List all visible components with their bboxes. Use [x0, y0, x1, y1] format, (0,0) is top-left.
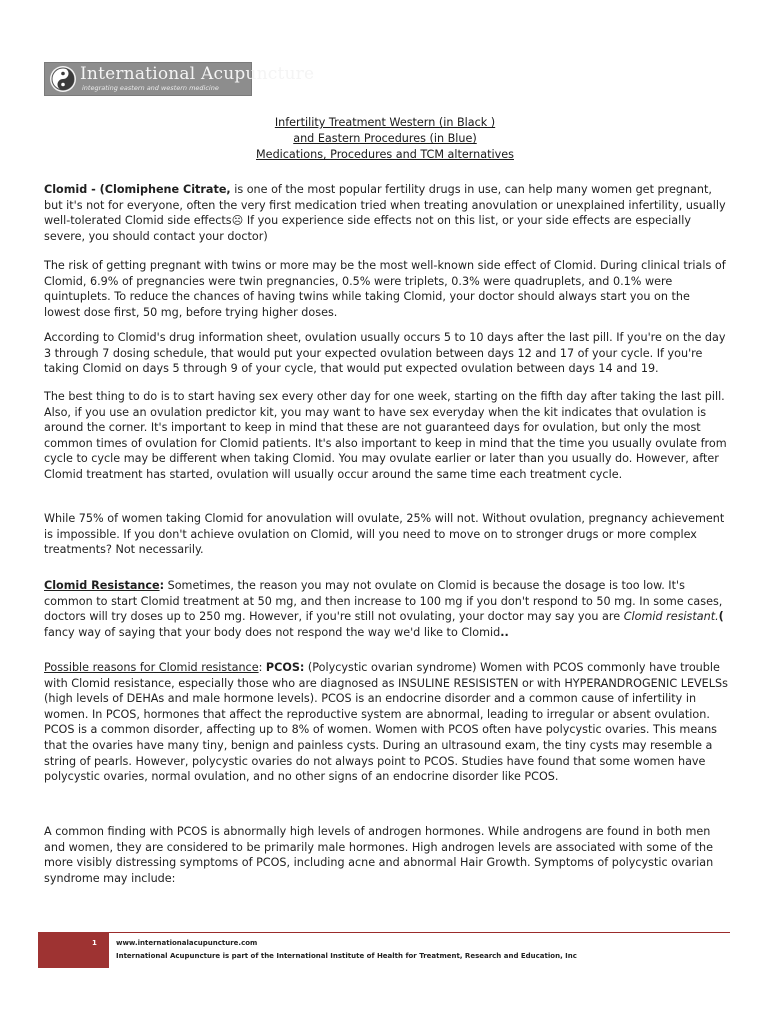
page-footer	[38, 932, 730, 968]
pcos-label: PCOS:	[265, 661, 305, 674]
title-line-1: Infertility Treatment Western (in Black )	[274, 116, 496, 129]
clomid-resistant-term: Clomid resistant.	[623, 610, 719, 624]
paragraph-clomid-resistance	[44, 578, 728, 640]
footer-website-link[interactable]: www.internationalacupuncture.com	[116, 939, 258, 947]
logo-name: International Acupuncture	[80, 64, 315, 84]
title-line-3: Medications, Procedures and TCM alternatives	[256, 148, 514, 161]
logo	[44, 62, 315, 96]
clomid-heading: Clomid - (Clomiphene Citrate	[44, 183, 227, 196]
clomid-resistance-heading: Clomid Resistance	[44, 579, 160, 592]
clomid-resistance-colon: :	[159, 579, 165, 592]
resistance-reasons-heading: Possible reasons for Clomid resistance	[44, 661, 259, 674]
end-dots: ..	[500, 625, 509, 639]
paragraph-ovulation-rate: While 75% of women taking Clomid for anovulation will ovulate, 25% will not. Without ovulation, pregnancy achievement is impossible. If you don't achieve ovulation on Clomid, will you need to move on to stronger drugs or more complex treatments? Not necessarily.	[44, 512, 725, 557]
paragraph-twins-risk: The risk of getting pregnant with twins or more may be the most well-known side effect of Clomid. During clinical trials of Clomid, 6.9% of pregnancies were twin pregnancies, 0.5% were triplets, 0.3% were quadruplets, and 0.1% were quintuplets. To reduce the chances of having twins while taking Clomid, your doctor should always start you on the lowest dose first, 50 mg, before trying higher doses.	[44, 259, 726, 319]
clomid-heading-comma: ,	[226, 183, 231, 196]
paragraph-clomid-intro	[44, 182, 728, 244]
clomid-resistance-text: Sometimes, the reason you may not ovulate on Clomid is because the dosage is too low. It's common to start Clomid treatment at 50 mg, and then increase to 100 mg if you don't respond to 50 mg. In some cases, doctors will try doses up to 250 mg. However, if you're still not ovulating, your doctor may say you are	[44, 579, 723, 624]
footer-org-text: International Acupuncture is part of the International Institute of Health for Treatment, Research and Education, Inc	[116, 952, 577, 960]
title-line-2: and Eastern Procedures (in Blue)	[293, 132, 477, 145]
reasons-colon: :	[258, 661, 266, 674]
yin-yang-icon	[50, 66, 76, 92]
document-title	[44, 115, 726, 163]
pcos-text: (Polycystic ovarian syndrome) Women with PCOS commonly have trouble with Clomid resistance, especially those who are diagnosed as INSULINE RESISISTEN or with HYPERANDROGENIC LEVELSs (high levels of DEHAs and male hormone levels). PCOS is an endocrine disorder and a common cause of infertility in women. In PCOS, hormones that affect the reproductive system are abnormal, leading to irregular or absent ovulation. PCOS is a common disorder, affecting up to 8% of women. Women with PCOS often have polycystic ovaries. This means that the ovaries have many tiny, benign and painless cysts. During an ultrasound exam, the tiny cysts may resemble a string of pearls. However, polycystic ovaries do not always point to PCOS. Studies have found that some women have polycystic ovaries, normal ovulation, and no other signs of an endocrine disorder like PCOS.	[44, 661, 728, 784]
clomid-resistance-text-2: fancy way of saying that your body does not respond the way we'd like to Clomid	[44, 625, 501, 639]
footer-page-box	[38, 932, 109, 968]
footer-rule	[100, 932, 730, 933]
paragraph-pcos	[44, 660, 728, 785]
clomid-intro-text: is one of the most popular fertility drugs in use, can help many women get pregnant, but it's not for everyone, often the very first medication tried when treating anovulation or unexplained infertility, usually well-tolerated Clomid side effects☹ If you experience side effects not on this list, or your side effects are especially severe, you should contact your doctor)	[44, 183, 726, 243]
paragraph-ovulation-timing: According to Clomid's drug information sheet, ovulation usually occurs 5 to 10 days after the last pill. If you're on the day 3 through 7 dosing schedule, that would put your expected ovulation between days 12 and 17 of your cycle. If you're taking Clomid on days 5 through 9 of your cycle, that would put expected ovulation between days 14 and 19.	[44, 331, 726, 376]
page-number: 1	[92, 939, 97, 947]
open-paren: (	[718, 610, 724, 624]
paragraph-androgen: A common finding with PCOS is abnormally high levels of androgen hormones. While androgens are found in both men and women, they are considered to be primarily male hormones. High androgen levels are associated with some of the more visibly distressing symptoms of PCOS, including acne and abnormal Hair Growth. Symptoms of polycystic ovarian syndrome may include:	[44, 825, 714, 885]
logo-tagline: integrating eastern and western medicine	[82, 84, 219, 92]
paragraph-timing-advice: The best thing to do is to start having sex every other day for one week, starting on the fifth day after taking the last pill. Also, if you use an ovulation predictor kit, you may want to have sex everyday when the kit indicates that ovulation is around the corner. It's important to keep in mind that these are not guaranteed days for ovulation, but only the most common times of ovulation for Clomid patients. It's also important to keep in mind that the time you usually ovulate from cycle to cycle may be different when taking Clomid. You may ovulate earlier or later than you usually do. However, after Clomid treatment has started, ovulation will usually occur around the same time each treatment cycle.	[44, 390, 727, 481]
